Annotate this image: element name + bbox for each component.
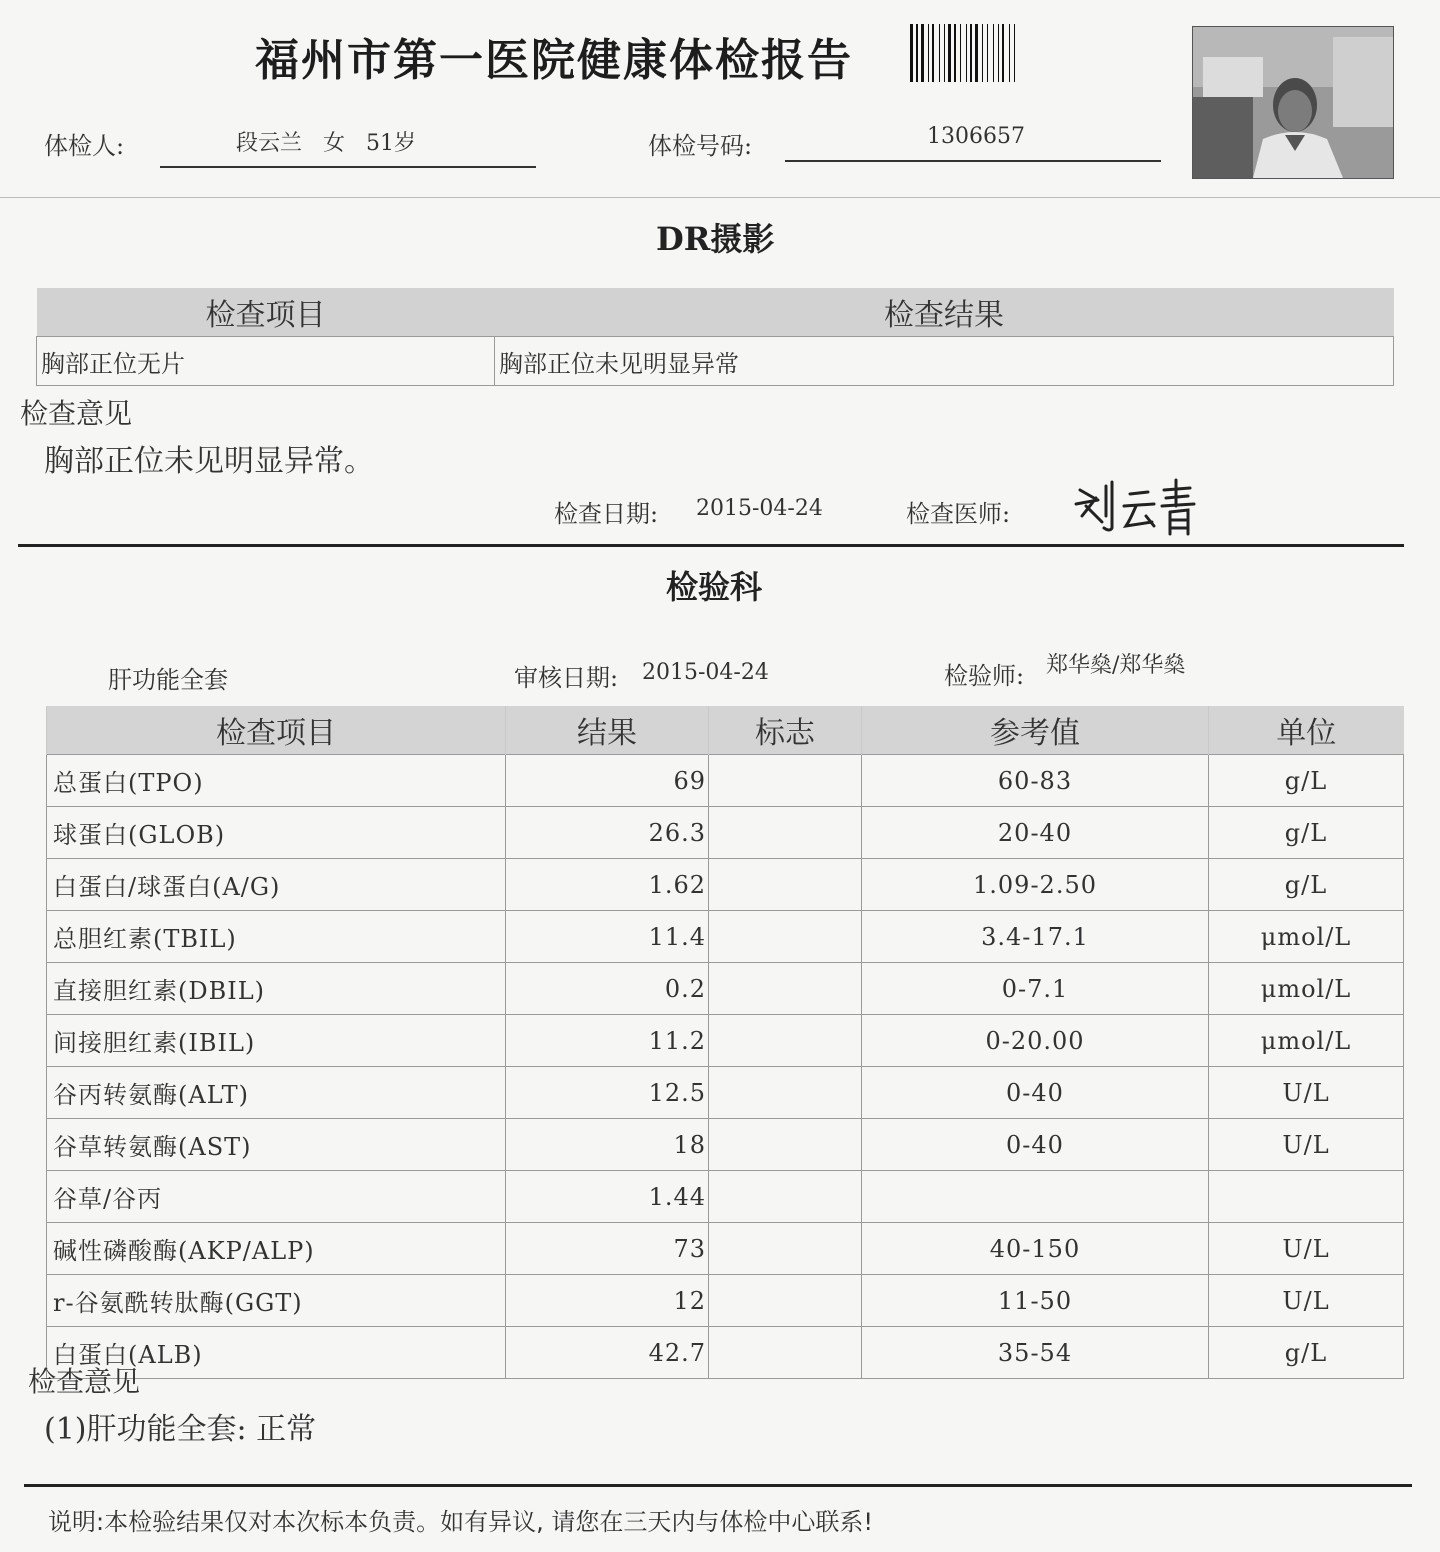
footer-divider [24,1484,1412,1487]
lab-result-cell: 12 [506,1275,709,1327]
barcode-bar [910,24,913,82]
lab-unit-cell: g/L [1209,755,1404,807]
lab-result-cell: 42.7 [506,1327,709,1379]
barcode-bar [944,24,945,82]
dr-col-result: 检查结果 [495,288,1394,337]
lab-item-cell: 直接胆红素(DBIL) [47,963,506,1015]
barcode-bar [1014,24,1015,82]
lab-col-reference: 参考值 [862,706,1209,755]
review-date-label: 审核日期: [514,664,619,692]
dr-date-value: 2015-04-24 [696,496,823,521]
lab-unit-cell: U/L [1209,1223,1404,1275]
table-row [37,337,1394,386]
lab-unit-cell: U/L [1209,1119,1404,1171]
lab-item-cell: 球蛋白(GLOB) [47,807,506,859]
lab-reference-cell: 3.4-17.1 [862,911,1209,963]
lab-flag-cell [709,807,862,859]
lab-unit-cell: μmol/L [1209,911,1404,963]
person-photo-icon [1193,27,1393,178]
barcode-bar [916,24,918,82]
lab-item-cell: 谷草转氨酶(AST) [47,1119,506,1171]
lab-flag-cell [709,1327,862,1379]
lab-reference-cell: 0-40 [862,1067,1209,1119]
dr-date-label: 检查日期: [554,500,659,528]
header-divider [0,197,1440,198]
lab-result-cell: 1.44 [506,1171,709,1223]
lab-item-cell: 间接胆红素(IBIL) [47,1015,506,1067]
lab-section-title: 检验科 [666,568,763,606]
dr-section-title: DR摄影 [656,220,775,258]
lab-item-cell: 总蛋白(TPO) [47,755,506,807]
lab-item-cell: 谷丙转氨酶(ALT) [47,1067,506,1119]
lab-item-cell: 总胆红素(TBIL) [47,911,506,963]
lab-reference-cell: 35-54 [862,1327,1209,1379]
barcode-bar [954,24,956,82]
lab-result-cell: 26.3 [506,807,709,859]
lab-opinion-label: 检查意见 [28,1365,141,1398]
lab-result-cell: 69 [506,755,709,807]
lab-result-cell: 12.5 [506,1067,709,1119]
barcode-bar [993,24,994,82]
lab-reference-cell: 0-7.1 [862,963,1209,1015]
dr-opinion-label: 检查意见 [20,397,133,430]
barcode-bar [975,24,978,82]
lab-item-cell: 白蛋白(ALB) [47,1327,506,1379]
lab-col-item: 检查项目 [47,706,506,755]
dr-table [36,288,1394,386]
lab-reference-cell: 1.09-2.50 [862,859,1209,911]
barcode-bar [948,24,951,82]
barcode-bar [939,24,940,82]
lab-result-cell: 11.2 [506,1015,709,1067]
dr-col-item: 检查项目 [37,288,495,337]
barcode-bar [932,24,934,82]
lab-flag-cell [709,1223,862,1275]
review-date-value: 2015-04-24 [642,660,769,685]
table-row [47,859,1404,911]
lab-col-result: 结果 [506,706,709,755]
lab-unit-cell: U/L [1209,1275,1404,1327]
barcode-icon [910,24,1078,82]
lab-flag-cell [709,859,862,911]
examinee-value: 段云兰 女 51岁 [236,131,416,156]
table-row [47,1067,1404,1119]
barcode-bar [982,24,983,82]
lab-flag-cell [709,1275,862,1327]
table-row [47,1275,1404,1327]
barcode-bar [928,24,929,82]
section-divider [18,544,1404,547]
lab-opinion-text: (1)肝功能全套: 正常 [44,1412,317,1447]
examinee-field [160,126,536,168]
dr-item-cell: 胸部正位无片 [37,337,495,386]
lab-unit-cell: g/L [1209,1327,1404,1379]
lab-item-cell: r-谷氨酰转肽酶(GGT) [47,1275,506,1327]
table-row [47,1223,1404,1275]
lab-unit-cell: μmol/L [1209,963,1404,1015]
lab-reference-cell: 11-50 [862,1275,1209,1327]
lab-reference-cell: 0-20.00 [862,1015,1209,1067]
lab-result-cell: 18 [506,1119,709,1171]
doctor-signature [1072,476,1202,538]
technician-label: 检验师: [944,662,1025,690]
examinee-label: 体检人: [44,132,125,160]
lab-result-cell: 1.62 [506,859,709,911]
exam-number-label: 体检号码: [648,132,753,160]
lab-reference-cell [862,1171,1209,1223]
lab-results-table [46,706,1404,1379]
table-row [47,963,1404,1015]
lab-col-flag: 标志 [709,706,862,755]
lab-flag-cell [709,963,862,1015]
report-title: 福州市第一医院健康体检报告 [255,35,853,86]
barcode-bar [1009,24,1010,82]
lab-unit-cell: g/L [1209,859,1404,911]
barcode-bar [921,24,924,82]
barcode-bar [987,24,988,82]
lab-item-cell: 谷草/谷丙 [47,1171,506,1223]
exam-number-value: 1306657 [927,124,1025,149]
lab-reference-cell: 60-83 [862,755,1209,807]
barcode-bar [970,24,972,82]
dr-result-cell: 胸部正位未见明显异常 [495,337,1394,386]
barcode-bar [998,24,999,82]
lab-unit-cell: μmol/L [1209,1015,1404,1067]
lab-flag-cell [709,1015,862,1067]
lab-result-cell: 0.2 [506,963,709,1015]
exam-number-field [785,122,1161,162]
lab-unit-cell: g/L [1209,807,1404,859]
table-row [47,807,1404,859]
table-row [47,1119,1404,1171]
table-row [47,1015,1404,1067]
examinee-photo [1192,26,1394,179]
lab-header-row [47,706,1404,755]
lab-flag-cell [709,755,862,807]
table-row [47,1171,1404,1223]
table-row [47,911,1404,963]
lab-item-cell: 白蛋白/球蛋白(A/G) [47,859,506,911]
barcode-bar [966,24,967,82]
lab-item-cell: 碱性磷酸酶(AKP/ALP) [47,1223,506,1275]
lab-reference-cell: 40-150 [862,1223,1209,1275]
lab-panel-name: 肝功能全套 [108,666,228,694]
lab-flag-cell [709,1119,862,1171]
barcode-bar [960,24,961,82]
dr-opinion-text: 胸部正位未见明显异常。 [44,444,374,479]
table-row [47,1327,1404,1379]
lab-col-unit: 单位 [1209,706,1404,755]
lab-result-cell: 11.4 [506,911,709,963]
lab-flag-cell [709,1171,862,1223]
barcode-bar [1002,24,1004,82]
technician-value: 郑华燊/郑华燊 [1046,653,1186,678]
lab-reference-cell: 20-40 [862,807,1209,859]
lab-reference-cell: 0-40 [862,1119,1209,1171]
dr-doctor-label: 检查医师: [906,500,1011,528]
lab-unit-cell [1209,1171,1404,1223]
lab-unit-cell: U/L [1209,1067,1404,1119]
lab-flag-cell [709,1067,862,1119]
lab-flag-cell [709,911,862,963]
table-row [47,755,1404,807]
footer-note: 说明:本检验结果仅对本次标本负责。如有异议, 请您在三天内与体检中心联系! [48,1508,873,1536]
lab-result-cell: 73 [506,1223,709,1275]
